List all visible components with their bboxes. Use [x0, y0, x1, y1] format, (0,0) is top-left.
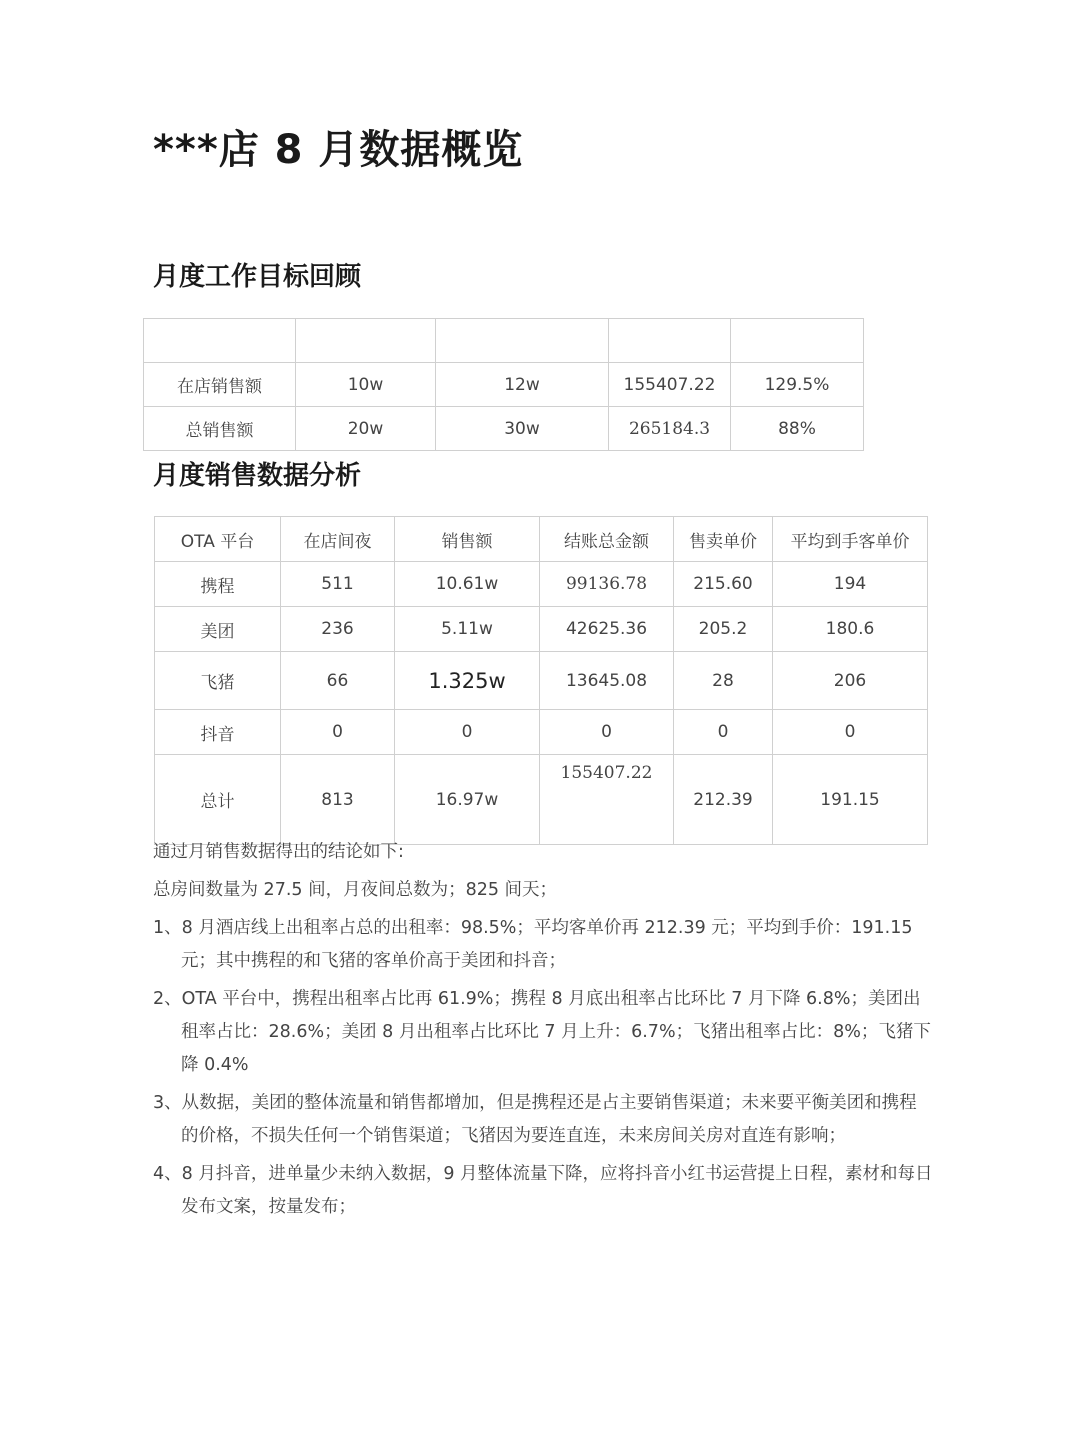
table-cell: 88%	[731, 407, 864, 451]
table-cell: 0	[540, 710, 674, 755]
table-cell: 206	[773, 652, 928, 710]
table-row	[144, 407, 864, 451]
table-cell: 总计	[155, 755, 281, 845]
conclusions-summary: 总房间数量为 27.5 间，月夜间总数为；825 间天；	[153, 880, 558, 900]
table-row	[155, 607, 928, 652]
table-cell: 飞猪	[155, 652, 281, 710]
conclusion-item: 1、8 月酒店线上出租率占总的出租率：98.5%；平均客单价再 212.39 元；平均到手价：191.15 元；其中携程的和飞猪的客单价高于美团和抖音；	[153, 918, 913, 971]
table-cell: 212.39	[674, 755, 773, 845]
table-cell: 在店销售额	[144, 363, 296, 407]
conclusions-intro: 通过月销售数据得出的结论如下:	[153, 842, 404, 862]
conclusions	[153, 836, 933, 1224]
column-header: 结账总金额	[540, 517, 674, 562]
table-cell: 20w	[296, 407, 436, 451]
table-cell: 129.5%	[731, 363, 864, 407]
table-cell: 42625.36	[540, 607, 674, 652]
table-cell: 30w	[436, 407, 609, 451]
goals-heading: 月度工作目标回顾	[153, 262, 362, 292]
table-cell: 155407.22	[540, 755, 674, 845]
table-cell: 0	[395, 710, 540, 755]
table-cell: 0	[281, 710, 395, 755]
table-row	[155, 652, 928, 710]
goals-table-header-row	[144, 319, 864, 363]
table-cell: 99136.78	[540, 562, 674, 607]
table-cell: 205.2	[674, 607, 773, 652]
table-cell: 66	[281, 652, 395, 710]
table-cell: 813	[281, 755, 395, 845]
table-cell: 215.60	[674, 562, 773, 607]
table-row	[155, 710, 928, 755]
table-cell: 0	[773, 710, 928, 755]
conclusion-item: 3、从数据，美团的整体流量和销售都增加，但是携程还是占主要销售渠道；未来要平衡美团和携程的价格，不损失任何一个销售渠道；飞猪因为要连直连，未来房间关房对直连有影响；	[153, 1093, 917, 1146]
table-cell: 511	[281, 562, 395, 607]
table-cell: 28	[674, 652, 773, 710]
table-cell: 抖音	[155, 710, 281, 755]
table-cell: 12w	[436, 363, 609, 407]
table-cell: 总销售额	[144, 407, 296, 451]
table-cell: 155407.22	[609, 363, 731, 407]
conclusion-item: 4、8 月抖音，进单量少未纳入数据，9 月整体流量下降，应将抖音小红书运营提上日程，素材和每日发布文案，按量发布；	[153, 1164, 933, 1217]
sales-table-header-row	[155, 517, 928, 562]
table-cell: 5.11w	[395, 607, 540, 652]
table-cell	[436, 319, 609, 363]
table-row	[144, 363, 864, 407]
column-header: 平均到手客单价	[773, 517, 928, 562]
page-title: ***店 8 月数据概览	[153, 127, 524, 173]
column-header: 在店间夜	[281, 517, 395, 562]
table-cell: 194	[773, 562, 928, 607]
table-cell: 236	[281, 607, 395, 652]
column-header: 售卖单价	[674, 517, 773, 562]
table-row	[155, 562, 928, 607]
goals-table	[143, 318, 864, 451]
table-cell	[731, 319, 864, 363]
table-cell: 1.325w	[395, 652, 540, 710]
table-cell	[296, 319, 436, 363]
table-cell: 191.15	[773, 755, 928, 845]
table-cell: 10w	[296, 363, 436, 407]
total-row	[155, 755, 928, 845]
table-cell: 16.97w	[395, 755, 540, 845]
column-header: 销售额	[395, 517, 540, 562]
table-cell: 13645.08	[540, 652, 674, 710]
table-cell: 265184.3	[609, 407, 731, 451]
table-cell: 180.6	[773, 607, 928, 652]
table-cell: 美团	[155, 607, 281, 652]
column-header: OTA 平台	[155, 517, 281, 562]
conclusion-item: 2、OTA 平台中，携程出租率占比再 61.9%；携程 8 月底出租率占比环比 7 月下降 6.8%；美团出租率占比：28.6%；美团 8 月出租率占比环比 7 月上升：6.7%；飞猪出租率占比：8%；飞猪下降 0.4%	[153, 989, 931, 1075]
table-cell	[609, 319, 731, 363]
table-cell	[144, 319, 296, 363]
table-cell: 携程	[155, 562, 281, 607]
table-cell: 10.61w	[395, 562, 540, 607]
sales-heading: 月度销售数据分析	[153, 461, 362, 491]
table-cell: 0	[674, 710, 773, 755]
sales-table	[154, 516, 928, 845]
